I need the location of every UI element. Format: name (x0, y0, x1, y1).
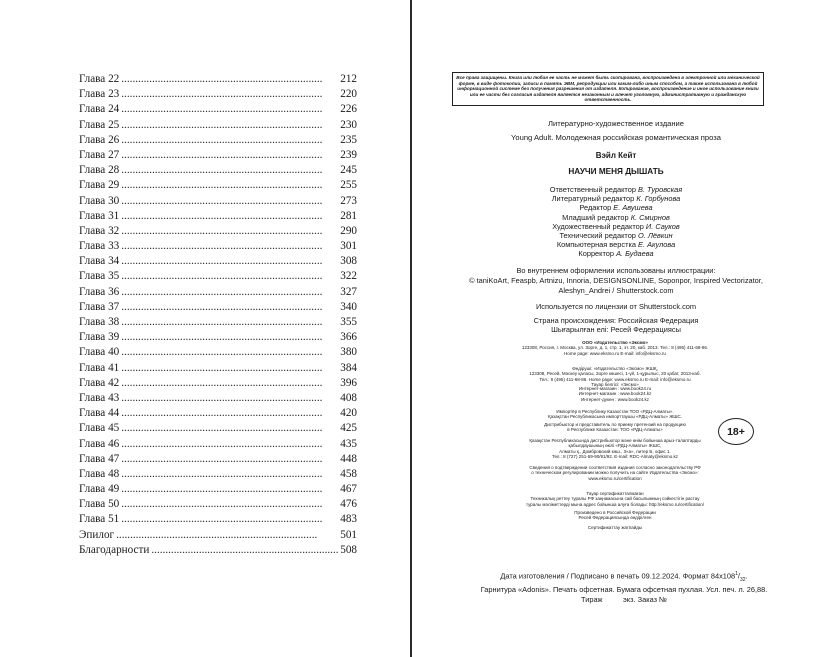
shop-kz: Интернет-магазин : www.book24.kz (578, 391, 652, 397)
toc-leader-dots (121, 361, 338, 376)
toc-entry (79, 300, 357, 315)
toc-entry-page: 355 (340, 316, 357, 328)
toc-entry (79, 163, 357, 178)
toc-leader-dots (121, 224, 338, 239)
toc-entry (79, 467, 357, 482)
toc-leader-dots (121, 178, 338, 193)
toc-entry-title: Глава 26 (79, 133, 120, 146)
credit-name: Е. Акулова (638, 240, 676, 250)
author-name: Вэйл Кейт (595, 151, 637, 160)
toc-entry-page: 340 (340, 300, 357, 313)
toc-leader-dots (121, 209, 338, 224)
credit-role: Литературный редактор (551, 194, 635, 204)
imprint-line-2: Гарнитура «Adonis». Печать офсетная. Бумага офсетная пухлая. Усл. печ. л. 26,88. (480, 585, 768, 595)
illustrations-credit (412, 266, 820, 295)
toc-entry-title: Глава 29 (79, 179, 120, 192)
toc-entry-page: 476 (340, 498, 357, 511)
toc-entry (79, 482, 357, 497)
toc-entry-title: Глава 47 (79, 452, 120, 465)
toc-entry-page: 420 (340, 407, 357, 420)
toc-entry-title: Глава 45 (79, 422, 120, 435)
toc-entry (79, 391, 357, 406)
toc-leader-dots (121, 421, 338, 436)
publisher-home: Home page: www.eksmo.ru E-mail: info@eksmo.ru (564, 350, 666, 356)
toc-entry-title: Глава 22 (79, 73, 120, 85)
toc-entry-page: 435 (340, 437, 357, 450)
toc-leader-dots (121, 300, 338, 315)
toc-entry-page: 501 (340, 528, 357, 541)
toc-leader-dots (121, 163, 338, 178)
toc-entry (79, 512, 357, 527)
credit-name: О. Лёвкин (637, 231, 673, 241)
publisher-info (482, 340, 748, 356)
toc-entry (79, 102, 357, 117)
toc-entry (79, 285, 357, 300)
imprint-format-den: 32 (739, 576, 746, 583)
credit-role: Редактор (579, 203, 612, 213)
toc-entry-page: 290 (340, 224, 357, 237)
toc-entry-page: 301 (340, 240, 357, 253)
toc-entry-page: 396 (340, 376, 357, 389)
age-rating-badge: 18+ (718, 418, 754, 445)
toc-entry (79, 421, 357, 436)
toc-entry-title: Глава 24 (79, 103, 120, 116)
credit-name: Е. Авушева (613, 203, 653, 213)
toc-entry (79, 452, 357, 467)
toc-entry-page: 226 (340, 103, 357, 116)
credit-line (412, 213, 820, 222)
toc-entry-title: Глава 37 (79, 300, 120, 313)
toc-entry-title: Глава 28 (79, 164, 120, 177)
toc-entry-title: Глава 30 (79, 194, 120, 207)
toc-entry (79, 330, 357, 345)
toc-entry-title: Глава 51 (79, 513, 120, 526)
toc-entry (79, 543, 357, 558)
toc-entry-page: 212 (340, 73, 357, 85)
toc-leader-dots (121, 72, 338, 87)
license-note: Используется по лицензии от Shutterstock.com (535, 302, 697, 311)
toc-entry (79, 209, 357, 224)
toc-entry (79, 72, 357, 87)
imprint-line-3: Тираж экз. Заказ № (581, 594, 667, 604)
toc-entry-title: Глава 23 (79, 88, 120, 101)
toc-entry-page: 380 (340, 346, 357, 359)
certification-kz (482, 491, 748, 507)
publisher-kz-address: 123308, Ресей, Мәскеу қаласы, Зорге көшесі, 1-үй, 1-құрылыс, 20 қабат, 2013-каб. (529, 371, 701, 377)
distributor-ru: Дистрибьютор и представитель по приему претензий на продукцию (544, 421, 686, 427)
toc-entry-title: Глава 43 (79, 391, 120, 404)
toc-entry-page: 308 (340, 255, 357, 268)
book-title: НАУЧИ МЕНЯ ДЫШАТЬ (568, 167, 664, 176)
credit-role: Художественный редактор (552, 221, 644, 231)
origin-kz: Шығарылған елі: Ресей Федерациясы (551, 325, 681, 335)
toc-entry (79, 269, 357, 284)
toc-entry (79, 345, 357, 360)
shop-kz2: Интернет-дүкен : www.book24.kz (580, 396, 650, 402)
toc-entry-page: 235 (340, 133, 357, 146)
credit-line (412, 222, 820, 231)
toc-leader-dots (121, 467, 338, 482)
toc-entry-title: Эпилог (79, 528, 115, 541)
toc-leader-dots (121, 497, 338, 512)
toc-entry-title: Глава 33 (79, 240, 120, 253)
credit-role: Технический редактор (559, 231, 636, 241)
credit-line (412, 203, 820, 212)
imprint-line-1: Дата изготовления / Подписано в печать 09.12.2024. Формат $84x108^1/_{32}$. (500, 571, 748, 583)
cert-ru2: о техническом регулировании можно получить на сайте Издательства «Эксмо»: (531, 470, 699, 476)
toc-entry-page: 448 (340, 452, 357, 465)
cert-valid: Сертификаттау жатпайды (587, 525, 643, 530)
toc-leader-dots (121, 254, 338, 269)
toc-entry-title: Глава 38 (79, 316, 120, 328)
distributor-kz-info (482, 438, 748, 459)
illustrations-list: © taniKoArt, Feaspb, Artnizu, Innoria, DESIGNSONLINE, Soponpor, Inspired Vectorizator, Aleshyn_Andrei / Shutterstock.com (469, 275, 763, 295)
toc-entry-page: 245 (340, 164, 357, 177)
toc-entry-title: Глава 35 (79, 270, 120, 283)
toc-entry (79, 87, 357, 102)
toc-leader-dots (121, 452, 338, 467)
copyright-page (412, 0, 820, 657)
toc-leader-dots (121, 330, 338, 345)
toc-leader-dots (121, 512, 338, 527)
made-ru: Произведено в Российской Федерации (574, 510, 656, 515)
table-of-contents (79, 72, 357, 558)
credit-line (412, 240, 820, 249)
toc-entry-title: Глава 32 (79, 224, 120, 237)
toc-entry (79, 118, 357, 133)
toc-entry-page: 384 (340, 361, 357, 374)
credit-line (412, 231, 820, 240)
toc-leader-dots (121, 133, 338, 148)
toc-entry (79, 437, 357, 452)
toc-entry (79, 148, 357, 163)
manufactured-in (482, 510, 748, 521)
publisher-info-kz (482, 366, 748, 387)
country-of-origin (412, 316, 820, 334)
almaty-phone: Тел.: 8 (727) 251-59-90/91/92. E-mail: RDC-Almaty@eksmo.kz (551, 453, 679, 459)
toc-entry (79, 528, 357, 543)
toc-leader-dots (121, 148, 338, 163)
imprint-format-num: 1 (735, 571, 738, 577)
toc-leader-dots (121, 437, 338, 452)
toc-entry-page: 322 (340, 270, 357, 283)
toc-leader-dots (116, 528, 338, 543)
cert-kz2: Техникалық реттеу туралы РФ заңнамасына сай басылымның сәйкестігін растау (530, 496, 700, 502)
credit-name: В. Туровская (638, 185, 683, 194)
toc-entry (79, 224, 357, 239)
online-shops (482, 386, 748, 402)
cert-kz3: туралы мәліметтерді мына адрес бойынша алуға болады: http://eksmo.ru/certification/ (525, 501, 705, 507)
credit-role: Ответственный редактор (549, 185, 636, 194)
toc-entry (79, 315, 357, 330)
toc-entry-page: 281 (340, 209, 357, 222)
made-kz: Ресей Федерациясында өндірілген (578, 515, 652, 521)
toc-leader-dots (121, 345, 338, 360)
credit-line (412, 249, 820, 258)
toc-entry (79, 133, 357, 148)
toc-entry-title: Глава 41 (79, 361, 120, 374)
toc-entry-title: Глава 44 (79, 407, 120, 420)
credit-role: Младший редактор (562, 212, 629, 222)
series-name: Young Adult. Молодежная российская романтическая проза (511, 133, 721, 142)
rights-notice: Все права защищены. Книга или любая ее часть не может быть скопирована, воспроизведена в электронной или механической форме, в виде фотокопии, записи в память ЭВМ, репродукции или каким-либо иным способом, а также использована в любой информационной системе без получения разрешения от издателя. Копирование, воспроизведение и иное использование книги или ее части без согласия издателя является незаконным и влечет уголовную, административную и гражданскую ответственность. (452, 72, 764, 106)
toc-entry (79, 406, 357, 421)
credit-role: Компьютерная верстка (556, 240, 636, 250)
toc-leader-dots (121, 406, 338, 421)
illustrations-intro: Во внутреннем оформлении использованы иллюстрации: (516, 266, 716, 275)
toc-entry-page: 327 (340, 285, 357, 298)
toc-entry-page: 458 (340, 467, 357, 480)
importer-ru: Импортёр в Республику Казахстан ТОО «РДЦ-Алматы». (556, 409, 674, 414)
toc-entry-title: Глава 25 (79, 118, 120, 131)
toc-leader-dots (121, 285, 338, 300)
distributor-kz2: қабылдаушының өкілі «РДЦ-Алматы» ЖШС, (568, 443, 662, 449)
cert-ru1: Сведения о подтверждении соответствия издания согласно законодательству РФ (529, 465, 701, 470)
toc-leader-dots (121, 239, 338, 254)
toc-entry-page: 483 (340, 513, 357, 526)
toc-entry-page: 508 (340, 543, 357, 556)
toc-leader-dots (121, 87, 338, 102)
credit-line (412, 185, 820, 194)
credit-role: Корректор (578, 249, 615, 259)
toc-entry-page: 273 (340, 194, 357, 207)
toc-entry-title: Благодарности (79, 543, 150, 556)
credit-name: А. Будаева (616, 249, 654, 259)
toc-entry-page: 408 (340, 391, 357, 404)
toc-leader-dots (121, 376, 338, 391)
toc-leader-dots (121, 118, 338, 133)
credit-name: К. Смирнов (630, 212, 670, 222)
distributor-ru2: в Республике Казахстан: ТОО «РДЦ-Алматы» (567, 426, 663, 432)
publisher-name: ООО «Издательство «Эксмо» (582, 340, 648, 345)
toc-leader-dots (121, 315, 338, 330)
credit-name: К. Горбунова (636, 194, 681, 204)
toc-entry-title: Глава 42 (79, 376, 120, 389)
toc-entry (79, 178, 357, 193)
toc-entry-title: Глава 40 (79, 346, 120, 359)
toc-entry-page: 467 (340, 483, 357, 496)
distributor-kz: Қазақстан Республикасында дистрибьютор және өнім бойынша арыз-талаптарды (529, 438, 701, 443)
editorial-credits (412, 185, 820, 259)
toc-entry (79, 361, 357, 376)
credit-name: И. Сауков (645, 221, 680, 231)
publisher-kz-name: Өндіруші: «Издательство «Эксмо» ЖШҚ, (572, 366, 658, 371)
toc-leader-dots (121, 194, 338, 209)
cert-ru3: www.eksmo.ru/certification (588, 475, 642, 481)
print-imprint (474, 570, 774, 604)
toc-entry (79, 239, 357, 254)
publisher-kz-phone: Тел.: 8 (495) 411-68-86. Home page: www.eksmo.ru E-mail: info@eksmo.ru (539, 376, 691, 382)
toc-entry (79, 376, 357, 391)
toc-entry-title: Глава 48 (79, 467, 120, 480)
toc-entry-page: 239 (340, 148, 357, 161)
toc-entry-title: Глава 46 (79, 437, 120, 450)
toc-entry-page: 230 (340, 118, 357, 131)
toc-entry-title: Глава 50 (79, 498, 120, 511)
almaty-address: Алматы қ., Домбровский көш., 3«а», литер Б, офис 1. (559, 448, 671, 454)
toc-entry-page: 366 (340, 331, 357, 344)
toc-entry-title: Глава 49 (79, 483, 120, 496)
edition-type: Литературно-художественное издание (547, 119, 685, 128)
toc-leader-dots (121, 102, 338, 117)
cert-kz1: Тауар сертификатталмаған (586, 491, 644, 496)
toc-entry-page: 220 (340, 88, 357, 101)
toc-leader-dots (121, 269, 338, 284)
toc-entry-title: Глава 34 (79, 255, 120, 268)
toc-entry-page: 255 (340, 179, 357, 192)
toc-leader-dots (121, 482, 338, 497)
toc-entry-page: 425 (340, 422, 357, 435)
toc-entry (79, 254, 357, 269)
credit-line (412, 194, 820, 203)
toc-entry-title: Глава 27 (79, 148, 120, 161)
publisher-address: 123308, Россия, г. Москва, ул. Зорге, д. 1, стр. 1, эт. 20, каб. 2013. Тел.: 8 (495) 411-68-86. (521, 345, 709, 351)
brand-kz: Тауар белгісі: «Эксмо» (591, 381, 639, 387)
toc-leader-dots (151, 543, 338, 558)
toc-entry (79, 497, 357, 512)
importer-info (482, 409, 748, 432)
toc-entry (79, 194, 357, 209)
toc-entry-title: Глава 39 (79, 331, 120, 344)
certification-ru (482, 465, 748, 481)
toc-leader-dots (121, 391, 338, 406)
imprint-date: Дата изготовления / Подписано в печать 09.12.2024. Формат 84x108 (500, 571, 736, 581)
toc-entry-title: Глава 31 (79, 209, 120, 222)
shop-ru: Интернет-магазин : www.book24.ru (578, 386, 652, 391)
toc-entry-title: Глава 36 (79, 285, 120, 298)
origin-ru: Страна происхождения: Российская Федерация (533, 316, 699, 325)
importer-kz: Қазақстан Республикасына импорттаушы «РДЦ-Алматы» ЖШС. (547, 414, 683, 420)
